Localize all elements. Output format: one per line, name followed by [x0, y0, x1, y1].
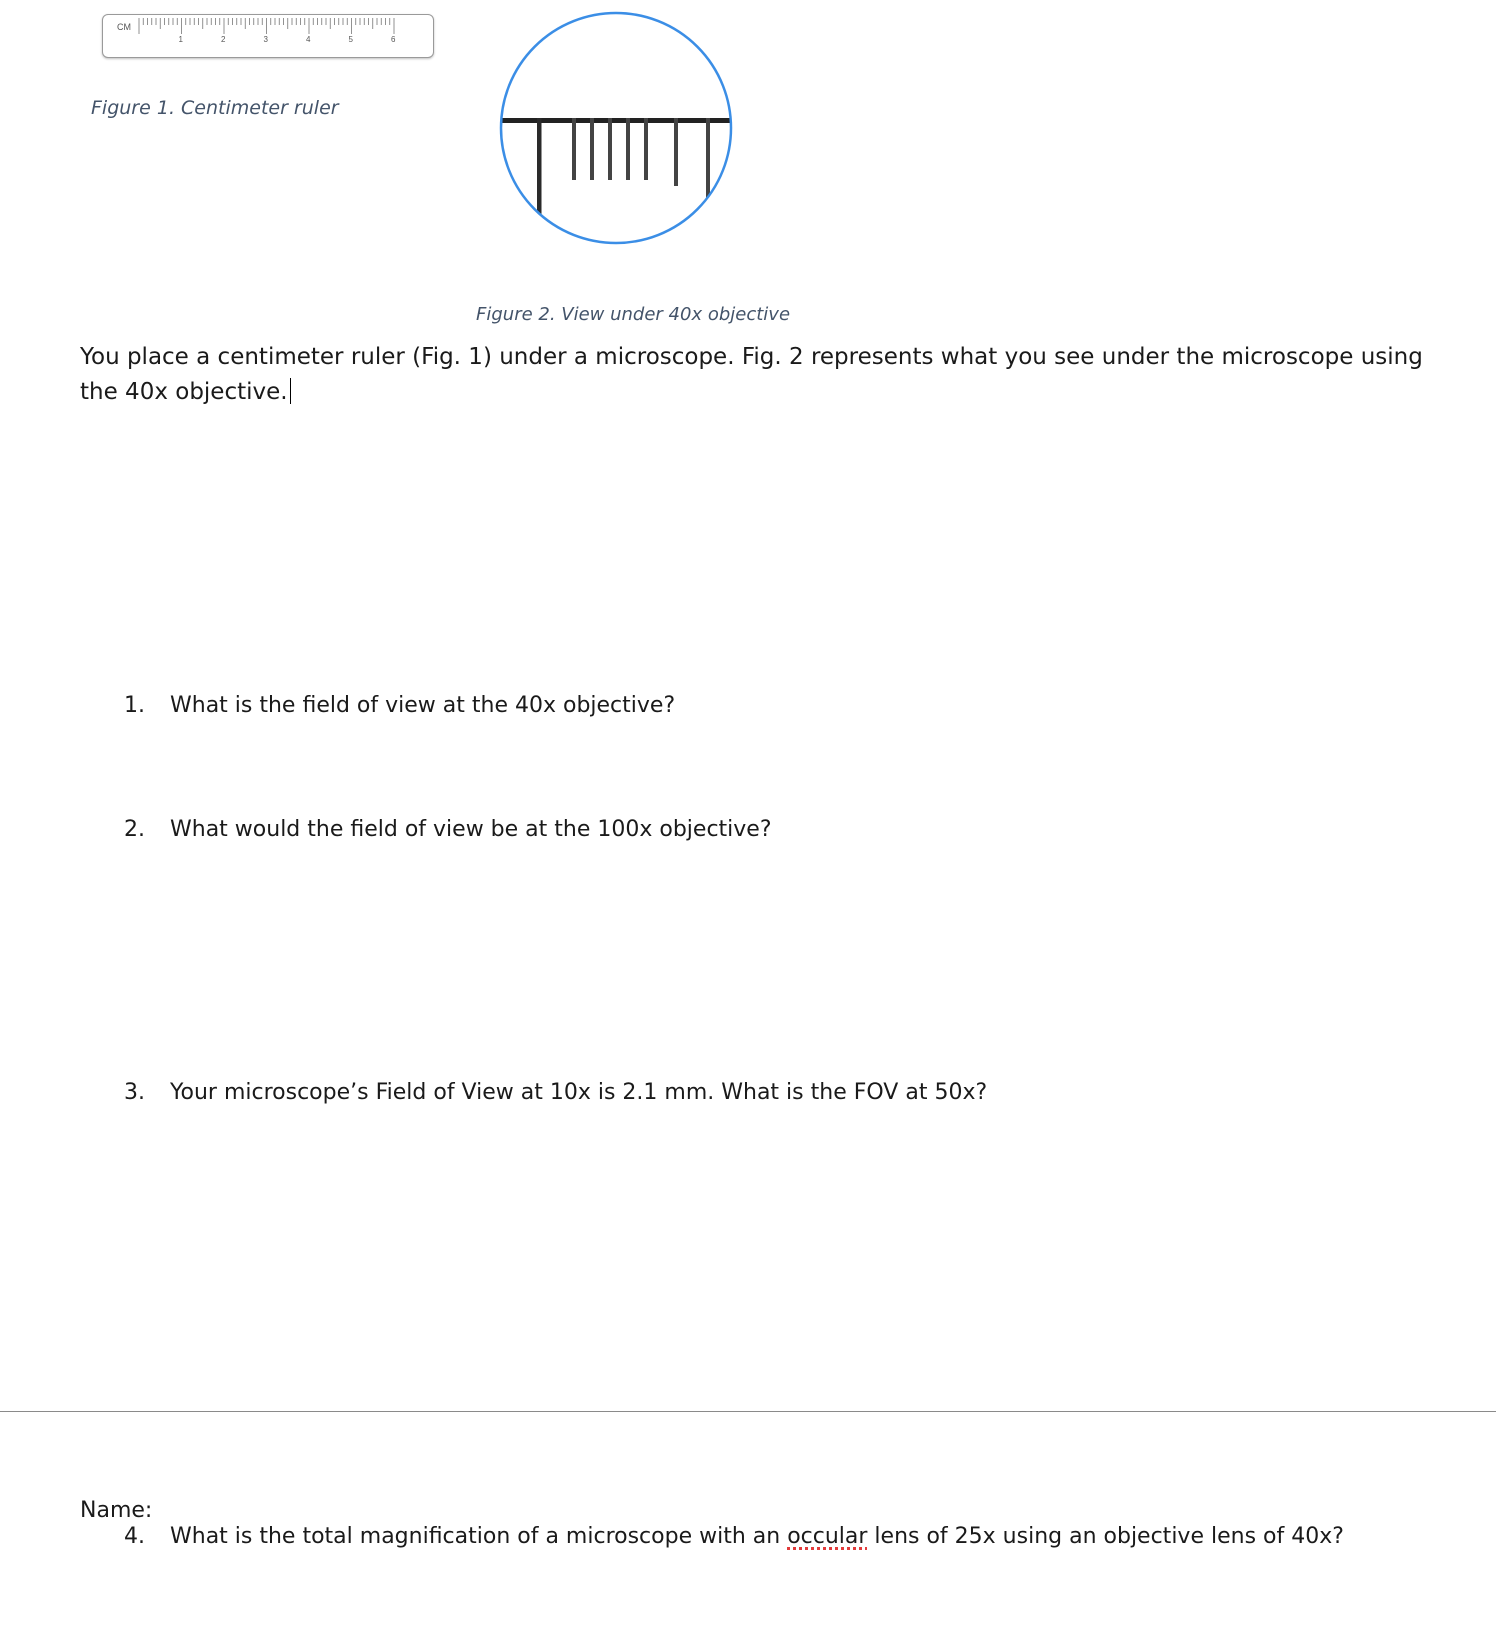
question-4 [124, 1524, 1344, 1549]
question-1 [124, 693, 675, 718]
ruler-number: 5 [348, 35, 353, 44]
text-cursor [290, 378, 292, 404]
question-2 [124, 817, 772, 842]
name-label: Name: [80, 1498, 153, 1523]
question-text: What is the field of view at the 40x objective? [170, 693, 676, 718]
magnified-ruler-ticks [498, 118, 738, 222]
intro-text: You place a centimeter ruler (Fig. 1) under a microscope. Fig. 2 represents what you see under the microscope using the 40x objective. [80, 344, 1423, 405]
question-number: 1. [124, 693, 145, 718]
page-break-line [0, 1411, 1496, 1412]
question-text: Your microscope’s Field of View at 10x is 2.1 mm. What is the FOV at 50x? [170, 1080, 988, 1105]
centimeter-ruler-figure [102, 14, 434, 58]
figure-1-caption: Figure 1. Centimeter ruler [91, 97, 339, 119]
question-number: 4. [124, 1524, 145, 1549]
ruler-graphic [103, 15, 433, 57]
misspelled-word[interactable]: occular [787, 1524, 868, 1549]
ruler-number: 4 [306, 35, 311, 44]
field-of-view-circle [501, 13, 731, 243]
figure-2-caption: Figure 2. View under 40x objective [476, 304, 791, 325]
question-number: 2. [124, 817, 145, 842]
question-text-start: What is the total magnification of a microscope with an [170, 1524, 788, 1549]
ruler-number: 2 [221, 35, 226, 44]
question-text: What would the field of view be at the 100x objective? [170, 817, 772, 842]
ruler-number: 3 [263, 35, 268, 44]
question-3 [124, 1080, 987, 1105]
question-text-end: lens of 25x using an objective lens of 40x? [867, 1524, 1344, 1549]
microscope-view-figure [498, 4, 738, 256]
question-number: 3. [124, 1080, 145, 1105]
ruler-number: 6 [391, 35, 396, 44]
intro-paragraph[interactable] [80, 340, 1440, 410]
ruler-number: 1 [178, 35, 183, 44]
ruler-unit-label: CM [117, 22, 131, 32]
